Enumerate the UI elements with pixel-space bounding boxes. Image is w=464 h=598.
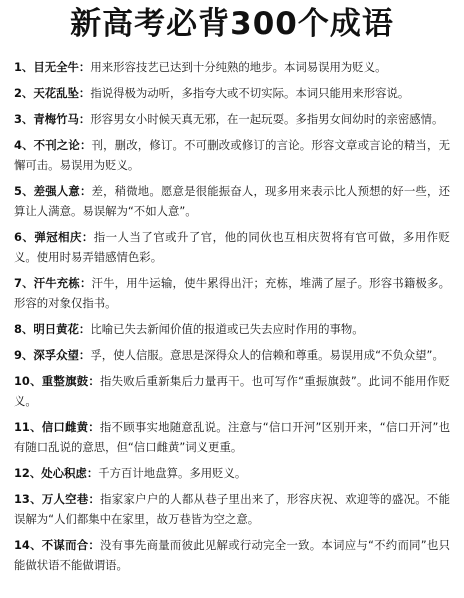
separator: ： bbox=[88, 374, 101, 388]
idiom-definition: 差，稍微地。愿意是很能振奋人，现多用来表示比人预想的好一些，还算让人满意。易误解为“不如人意”。 bbox=[14, 184, 450, 218]
idiom-heading bbox=[14, 112, 90, 126]
idiom-entry bbox=[14, 83, 450, 103]
entry-number: 1、 bbox=[14, 60, 34, 74]
entry-number: 7、 bbox=[14, 276, 34, 290]
idiom-definition: 指不顾事实地随意乱说。注意与“信口开河”区别开来，“信口开河”也有随口乱说的意思，但“信口雌黄”词义更重。 bbox=[14, 420, 450, 454]
idiom-entry bbox=[14, 489, 450, 529]
page-title: 新高考必背300个成语 bbox=[70, 6, 394, 42]
idiom-term: 明日黄花 bbox=[33, 322, 79, 336]
separator: ： bbox=[79, 184, 92, 198]
idiom-heading bbox=[14, 276, 92, 290]
entry-number: 8、 bbox=[14, 322, 34, 336]
entry-number: 6、 bbox=[14, 230, 35, 244]
idiom-term: 青梅竹马 bbox=[33, 112, 79, 126]
idiom-entry bbox=[14, 109, 450, 129]
separator: ： bbox=[78, 322, 91, 336]
separator: ： bbox=[88, 492, 101, 506]
idiom-term: 信口雌黄 bbox=[41, 420, 89, 434]
idiom-heading bbox=[14, 492, 100, 506]
entry-number: 13、 bbox=[14, 492, 42, 506]
separator: ： bbox=[88, 538, 101, 552]
idiom-definition: 指家家户户的人都从巷子里出来了，形容庆祝、欢迎等的盛况。不能误解为“人们都集中在家里，故万巷皆为空之意。 bbox=[14, 492, 450, 526]
idiom-entry bbox=[14, 371, 450, 411]
idiom-heading bbox=[14, 374, 100, 388]
idiom-definition: 比喻已失去新闻价值的报道或已失去应时作用的事物。 bbox=[90, 322, 364, 336]
idiom-term: 深孚众望 bbox=[33, 348, 79, 362]
idiom-heading bbox=[14, 420, 100, 434]
idiom-entry bbox=[14, 135, 450, 175]
idiom-list bbox=[14, 57, 450, 575]
idiom-heading bbox=[14, 60, 90, 74]
idiom-heading bbox=[14, 138, 92, 152]
separator: ： bbox=[86, 466, 99, 480]
idiom-term: 汗牛充栋 bbox=[33, 276, 80, 290]
idiom-term: 目无全牛 bbox=[33, 60, 79, 74]
idiom-heading bbox=[14, 348, 90, 362]
entry-number: 4、 bbox=[14, 138, 34, 152]
idiom-definition: 指一人当了官或升了官，他的同伙也互相庆贺将有官可做，多用作贬义。使用时易弄错感情色彩。 bbox=[14, 230, 450, 264]
separator: ： bbox=[79, 138, 92, 152]
idiom-term: 差强人意 bbox=[33, 184, 80, 198]
idiom-entry bbox=[14, 319, 450, 339]
separator: ： bbox=[78, 86, 91, 100]
idiom-term: 不谋而合 bbox=[41, 538, 89, 552]
entry-number: 12、 bbox=[14, 466, 42, 480]
separator: ： bbox=[78, 348, 91, 362]
idiom-heading bbox=[14, 538, 100, 552]
idiom-definition: 孚，使人信服。意思是深得众人的信赖和尊重。易误用成“不负众望”。 bbox=[90, 348, 444, 362]
idiom-heading bbox=[14, 86, 90, 100]
entry-number: 3、 bbox=[14, 112, 34, 126]
entry-number: 14、 bbox=[14, 538, 42, 552]
idiom-term: 万人空巷 bbox=[41, 492, 89, 506]
idiom-definition: 用来形容技艺已达到十分纯熟的地步。本词易误用为贬义。 bbox=[90, 60, 387, 74]
idiom-definition: 指说得极为动听，多指夸大或不切实际。本词只能用来形容说。 bbox=[90, 86, 410, 100]
idiom-entry bbox=[14, 417, 450, 457]
idiom-entry bbox=[14, 181, 450, 221]
entry-number: 9、 bbox=[14, 348, 34, 362]
idiom-entry bbox=[14, 273, 450, 313]
idiom-heading bbox=[14, 322, 90, 336]
idiom-definition: 没有事先商量而彼此见解或行动完全一致。本词应与“不约而同”也只能做状语不能做谓语。 bbox=[14, 538, 450, 572]
idiom-entry bbox=[14, 345, 450, 365]
idiom-term: 不刊之论 bbox=[33, 138, 80, 152]
idiom-entry bbox=[14, 535, 450, 575]
idiom-term: 弹冠相庆 bbox=[34, 230, 82, 244]
idiom-heading bbox=[14, 230, 94, 244]
idiom-definition: 刊，删改，修订。不可删改或修订的言论。形容文章或言论的精当，无懈可击。易误用为贬义。 bbox=[14, 138, 450, 172]
separator: ： bbox=[79, 276, 92, 290]
entry-number: 11、 bbox=[14, 420, 42, 434]
idiom-term: 天花乱坠 bbox=[33, 86, 79, 100]
separator: ： bbox=[78, 112, 91, 126]
idiom-entry bbox=[14, 57, 450, 77]
idiom-entry bbox=[14, 463, 450, 483]
entry-number: 5、 bbox=[14, 184, 34, 198]
entry-number: 2、 bbox=[14, 86, 34, 100]
idiom-definition: 汗牛，用牛运输，使牛累得出汗；充栋，堆满了屋子。形容书籍极多。形容的对象仅指书。 bbox=[14, 276, 450, 310]
idiom-term: 处心积虑 bbox=[41, 466, 87, 480]
idiom-definition: 千方百计地盘算。多用贬义。 bbox=[98, 466, 247, 480]
separator: ： bbox=[81, 230, 94, 244]
separator: ： bbox=[88, 420, 100, 434]
idiom-definition: 指失败后重新集后力量再干。也可写作“重振旗鼓”。此词不能用作贬义。 bbox=[14, 374, 450, 408]
idiom-term: 重整旗鼓 bbox=[41, 374, 89, 388]
idiom-heading bbox=[14, 184, 92, 198]
entry-number: 10、 bbox=[14, 374, 42, 388]
idiom-heading bbox=[14, 466, 98, 480]
separator: ： bbox=[78, 60, 91, 74]
idiom-definition: 形容男女小时候天真无邪，在一起玩耍。多指男女间幼时的亲密感情。 bbox=[90, 112, 444, 126]
idiom-entry bbox=[14, 227, 450, 267]
